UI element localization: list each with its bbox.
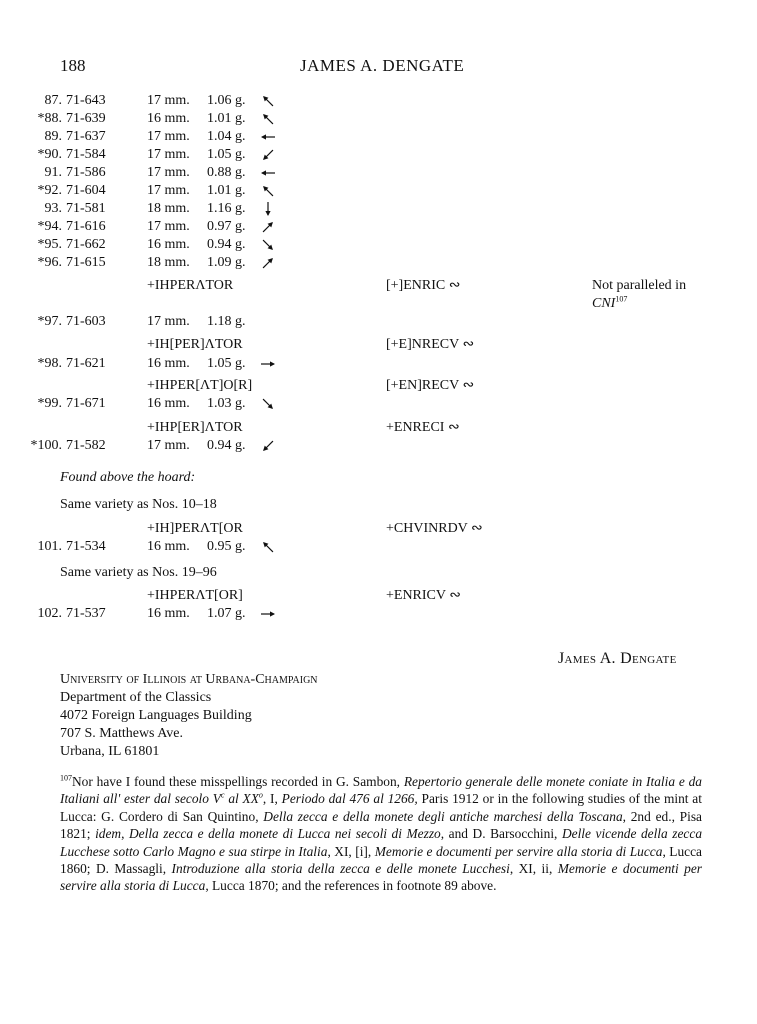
affiliation-university: University of Illinois at Urbana-Champaign: [60, 672, 318, 687]
inventory-number: 71-662: [66, 237, 106, 252]
left-arrow-icon: [258, 164, 278, 182]
footnote-sup: c: [220, 790, 225, 800]
inventory-number: 71-621: [66, 356, 106, 371]
catalogue-number: *99.: [37, 396, 62, 411]
footnote-107: [60, 773, 702, 895]
footnote-title: Repertorio generale delle monete coniate in Italia e da Italiani all' ester dal secolo V: [60, 774, 702, 807]
inventory-number: 71-639: [66, 111, 106, 126]
coin-weight: 1.04 g.: [207, 129, 246, 144]
coin-diameter: 16 mm.: [147, 539, 190, 554]
down-left-arrow-icon: [258, 437, 278, 455]
coin-diameter: 17 mm.: [147, 183, 190, 198]
inventory-number: 71-584: [66, 147, 106, 162]
catalogue-number: *98.: [37, 356, 62, 371]
footnote-text: , XI, ii,: [509, 861, 558, 877]
inventory-number: 71-603: [66, 314, 106, 329]
coin-diameter: 17 mm.: [147, 93, 190, 108]
footnote-text: , 2nd ed., Pisa 1821;: [60, 808, 702, 842]
up-left-arrow-icon: [258, 182, 278, 200]
coin-weight: 1.01 g.: [207, 111, 246, 126]
inventory-number: 71-582: [66, 438, 106, 453]
inventory-number: 71-604: [66, 183, 106, 198]
coin-weight: 1.07 g.: [207, 606, 246, 621]
coin-weight: 0.97 g.: [207, 219, 246, 234]
catalogue-number: 89.: [44, 129, 62, 144]
obverse-legend: +IH[PER]ΛTOR: [147, 337, 243, 352]
obverse-legend: +IH]PERΛT[OR: [147, 521, 243, 536]
coin-weight: 1.05 g.: [207, 147, 246, 162]
found-above-heading: Found above the hoard:: [60, 470, 196, 485]
coin-weight: 1.03 g.: [207, 396, 246, 411]
footnote-text: , and D. Barsocchini,: [440, 826, 562, 842]
coin-diameter: 16 mm.: [147, 237, 190, 252]
left-arrow-icon: [258, 128, 278, 146]
footnote-number: 107: [60, 773, 72, 783]
coin-diameter: 17 mm.: [147, 165, 190, 180]
coin-weight: 1.06 g.: [207, 93, 246, 108]
coin-diameter: 16 mm.: [147, 396, 190, 411]
obverse-legend: +IHPERΛT[OR]: [147, 588, 243, 603]
footnote-text: , Lucca 1870; and the references in footnote 89 above.: [205, 878, 497, 894]
footnote-title: al XX: [224, 791, 259, 807]
up-right-arrow-icon: [258, 218, 278, 236]
footnote-title: Periodo dal 476 al 1266,: [281, 791, 418, 807]
up-left-arrow-icon: [258, 110, 278, 128]
note-footnote-ref: 107: [615, 294, 628, 304]
catalogue-number: *94.: [37, 219, 62, 234]
inventory-number: 71-637: [66, 129, 106, 144]
coin-diameter: 17 mm.: [147, 314, 190, 329]
affiliation-department: Department of the Classics: [60, 690, 212, 705]
footnote-sup: o: [258, 790, 263, 800]
coin-diameter: 18 mm.: [147, 255, 190, 270]
obverse-legend: +IHP[ER]ΛTOR: [147, 420, 243, 435]
footnote-title: Memorie e documenti per servire alla storia di Lucca: [374, 843, 663, 859]
obverse-legend: +IHPER[ΛT]O[R]: [147, 378, 253, 393]
same-variety-note: Same variety as Nos. 19–96: [60, 565, 217, 580]
inventory-number: 71-581: [66, 201, 106, 216]
down-arrow-icon: [258, 200, 278, 218]
reverse-legend: +CHVINRDV ∾: [386, 521, 483, 536]
note-not-paralleled: Not paralleled in: [592, 278, 687, 293]
inventory-number: 71-586: [66, 165, 106, 180]
coin-diameter: 18 mm.: [147, 201, 190, 216]
catalogue-number: *96.: [37, 255, 62, 270]
inventory-number: 71-534: [66, 539, 106, 554]
footnote-title: Memorie e documenti per servire alla storia di Lucca: [60, 861, 702, 894]
signature: James A. Dengate: [558, 650, 677, 667]
catalogue-number: *100.: [30, 438, 62, 453]
inventory-number: 71-615: [66, 255, 106, 270]
coin-weight: 1.05 g.: [207, 356, 246, 371]
coin-weight: 0.95 g.: [207, 539, 246, 554]
footnote-text: , I,: [262, 791, 282, 807]
catalogue-number: 87.: [44, 93, 62, 108]
catalogue-number: 93.: [44, 201, 62, 216]
footnote-title: Della zecca e della monete di Lucca nei secoli di Mezzo: [129, 826, 441, 842]
running-head: JAMES A. DENGATE: [300, 56, 465, 75]
catalogue-number: *97.: [37, 314, 62, 329]
coin-weight: 0.88 g.: [207, 165, 246, 180]
footnote-text: Nor have I found these misspellings recorded in G. Sambon,: [72, 774, 404, 789]
catalogue-number: 101.: [37, 539, 62, 554]
coin-diameter: 16 mm.: [147, 356, 190, 371]
footnote-text: , Lucca 1860; D. Massagli,: [60, 843, 702, 877]
footnote-text: , XI, [i],: [327, 843, 375, 859]
inventory-number: 71-616: [66, 219, 106, 234]
reverse-legend: [+EN]RECV ∾: [386, 378, 475, 393]
coin-weight: 1.16 g.: [207, 201, 246, 216]
footnote-title: idem: [95, 826, 122, 842]
down-left-arrow-icon: [258, 146, 278, 164]
coin-diameter: 16 mm.: [147, 111, 190, 126]
inventory-number: 71-537: [66, 606, 106, 621]
inventory-number: 71-643: [66, 93, 106, 108]
coin-weight: 0.94 g.: [207, 438, 246, 453]
right-arrow-icon: [258, 605, 278, 623]
inventory-number: 71-671: [66, 396, 106, 411]
affiliation-city: Urbana, IL 61801: [60, 744, 160, 759]
reverse-legend: [+E]NRECV ∾: [386, 337, 475, 352]
right-arrow-icon: [258, 355, 278, 373]
coin-weight: 1.09 g.: [207, 255, 246, 270]
catalogue-number: *88.: [37, 111, 62, 126]
catalogue-number: *90.: [37, 147, 62, 162]
up-left-arrow-icon: [258, 92, 278, 110]
page-number: 188: [60, 56, 86, 75]
coin-diameter: 17 mm.: [147, 129, 190, 144]
footnote-text: ,: [121, 826, 129, 842]
reverse-legend: +ENRICV ∾: [386, 588, 461, 603]
coin-diameter: 17 mm.: [147, 219, 190, 234]
note-cni: CNI$^{107}$: [592, 294, 628, 311]
affiliation-street: 707 S. Matthews Ave.: [60, 726, 184, 741]
up-left-arrow-icon: [258, 538, 278, 556]
catalogue-number: *92.: [37, 183, 62, 198]
coin-weight: 1.18 g.: [207, 314, 246, 329]
affiliation-building: 4072 Foreign Languages Building: [60, 708, 252, 723]
coin-diameter: 17 mm.: [147, 147, 190, 162]
up-right-arrow-icon: [258, 254, 278, 272]
coin-weight: 0.94 g.: [207, 237, 246, 252]
coin-diameter: 17 mm.: [147, 438, 190, 453]
footnote-title: Introduzione alla storia della zecca e delle monete Lucchesi: [171, 861, 510, 877]
coin-weight: 1.01 g.: [207, 183, 246, 198]
footnote-title: Della zecca e della monete degli antiche marchesi della Toscana: [263, 808, 623, 824]
down-right-arrow-icon: [258, 395, 278, 413]
catalogue-number: *95.: [37, 237, 62, 252]
coin-diameter: 16 mm.: [147, 606, 190, 621]
footnote-text: Paris 1912 or in the following studies of the mint at Lucca: G. Cordero di San Quintino,: [60, 791, 702, 824]
catalogue-number: 91.: [44, 165, 62, 180]
obverse-legend: +IHPERΛTOR: [147, 278, 234, 293]
footnote-title: Delle vicende della zecca Lucchese sotto Carlo Magno e sua stirpe in Italia: [60, 826, 703, 859]
reverse-legend: [+]ENRIC ∾: [386, 278, 461, 293]
down-right-arrow-icon: [258, 236, 278, 254]
catalogue-number: 102.: [37, 606, 62, 621]
same-variety-note: Same variety as Nos. 10–18: [60, 497, 217, 512]
reverse-legend: +ENRECI ∾: [386, 420, 460, 435]
